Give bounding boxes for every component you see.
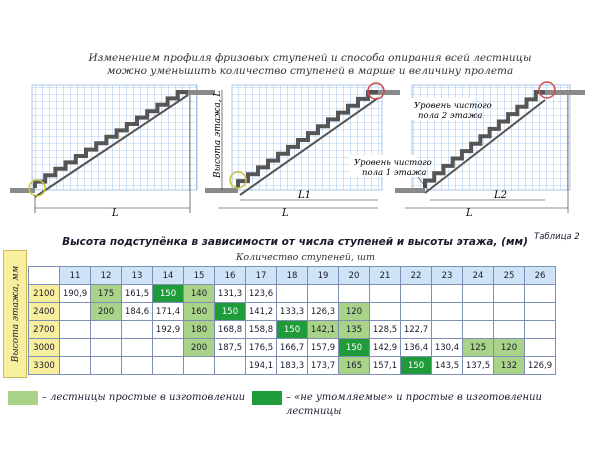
table-cell: 120 (494, 339, 525, 357)
table-cell (463, 321, 494, 339)
table-row (29, 357, 556, 375)
table-cell: 200 (184, 339, 215, 357)
table-cell (370, 303, 401, 321)
table-cell: 137,5 (463, 357, 494, 375)
table-cell: 176,5 (246, 339, 277, 357)
table-cell: 166,7 (277, 339, 308, 357)
table-cell (60, 339, 91, 357)
table-cell (153, 339, 184, 357)
column-header: 22 (401, 267, 432, 285)
flight-label-1: L1 (298, 190, 312, 201)
table-cell (494, 321, 525, 339)
table-cell: 150 (153, 285, 184, 303)
span-label-2: L (282, 208, 289, 219)
table-cell (91, 339, 122, 357)
table-cell: 142,9 (370, 339, 401, 357)
row-header: 3300 (29, 357, 60, 375)
table-cell: 126,3 (308, 303, 339, 321)
table-title: Высота подступёнка в зависимости от числа ступеней и высоты этажа, (мм) (62, 236, 528, 248)
floor2-label-line1: Уровень чистого (414, 101, 492, 111)
row-header: 2100 (29, 285, 60, 303)
table-cell (463, 285, 494, 303)
height-label: Высота этажа, L (213, 90, 223, 178)
table-cell (463, 303, 494, 321)
table-cell (525, 285, 556, 303)
table-cell (370, 285, 401, 303)
table-cell: 140 (184, 285, 215, 303)
table-cell (525, 321, 556, 339)
column-header: 25 (494, 267, 525, 285)
column-header: 12 (91, 267, 122, 285)
table-cell: 192,9 (153, 321, 184, 339)
table-cell: 187,5 (215, 339, 246, 357)
table-cell: 142,1 (308, 321, 339, 339)
column-header: 14 (153, 267, 184, 285)
caption-line-1: Изменением профиля фризовых ступеней и способа опирания всей лестницы (88, 52, 532, 64)
column-header: 16 (215, 267, 246, 285)
stair-diagram-2 (205, 83, 400, 219)
column-header: 23 (432, 267, 463, 285)
table-cell (525, 339, 556, 357)
table-cell: 133,3 (277, 303, 308, 321)
table-cell (432, 321, 463, 339)
table-cell: 120 (339, 303, 370, 321)
table-cell (432, 303, 463, 321)
row-axis-title: Высота этажа, мм (11, 265, 21, 363)
table-cell (401, 285, 432, 303)
table-cell: 150 (277, 321, 308, 339)
table-cell: 126,9 (525, 357, 556, 375)
table-cell (277, 285, 308, 303)
table-cell (153, 357, 184, 375)
table-cell: 200 (91, 303, 122, 321)
table-cell (525, 303, 556, 321)
table-cell (339, 285, 370, 303)
table-cell: 184,6 (122, 303, 153, 321)
table-cell (308, 285, 339, 303)
stair-diagram-3 (350, 82, 585, 219)
table-cell: 175 (91, 285, 122, 303)
table-cell: 157,9 (308, 339, 339, 357)
column-header: 17 (246, 267, 277, 285)
table-cell (184, 357, 215, 375)
floor1-label-line2: пола 1 этажа (362, 168, 427, 178)
legend-swatch-dark (252, 391, 282, 405)
table-cell: 135 (339, 321, 370, 339)
column-header: 19 (308, 267, 339, 285)
table-cell: 136,4 (401, 339, 432, 357)
caption-line-2: можно уменьшить количество ступеней в марше и величину пролета (106, 65, 514, 77)
column-header: 26 (525, 267, 556, 285)
row-header: 2400 (29, 303, 60, 321)
row-header: 3000 (29, 339, 60, 357)
table-cell (494, 285, 525, 303)
span-label-1: L (112, 208, 119, 219)
table-cell: 168,8 (215, 321, 246, 339)
table-number: Таблица 2 (534, 232, 580, 242)
table-cell (91, 321, 122, 339)
table-cell: 180 (184, 321, 215, 339)
column-header: 11 (60, 267, 91, 285)
table-cell (215, 357, 246, 375)
table-row (29, 303, 556, 321)
table-cell: 158,8 (246, 321, 277, 339)
table-row (29, 285, 556, 303)
table-cell (122, 339, 153, 357)
columns-title: Количество ступеней, шт (236, 252, 375, 263)
flight-label-2: L2 (494, 190, 508, 201)
column-header: 24 (463, 267, 494, 285)
column-header: 21 (370, 267, 401, 285)
legend-text-light: – лестницы простые в изготовлении (42, 392, 246, 403)
table-cell: 143,5 (432, 357, 463, 375)
table-row (29, 321, 556, 339)
floor2-label-line2: пола 2 этажа (418, 111, 483, 121)
table-corner (29, 267, 60, 285)
table-cell (122, 357, 153, 375)
table-cell: 183,3 (277, 357, 308, 375)
column-header: 20 (339, 267, 370, 285)
table-cell: 131,3 (215, 285, 246, 303)
table-cell: 150 (401, 357, 432, 375)
column-header: 13 (122, 267, 153, 285)
legend-swatch-light (8, 391, 38, 405)
span-label-3: L (466, 208, 473, 219)
table-cell: 160 (184, 303, 215, 321)
table-cell: 125 (463, 339, 494, 357)
table-cell: 171,4 (153, 303, 184, 321)
table-cell (122, 321, 153, 339)
table-cell (60, 357, 91, 375)
floor1-label-line1: Уровень чистого (354, 158, 432, 168)
table-cell (91, 357, 122, 375)
table-cell: 161,5 (122, 285, 153, 303)
table-cell (432, 285, 463, 303)
table-cell: 122,7 (401, 321, 432, 339)
table-cell: 150 (339, 339, 370, 357)
table-cell: 128,5 (370, 321, 401, 339)
data-table (28, 266, 556, 375)
table-cell: 123,6 (246, 285, 277, 303)
table-cell: 150 (215, 303, 246, 321)
table-cell: 194,1 (246, 357, 277, 375)
riser-height-table (3, 250, 583, 378)
stair-diagram-1 (10, 85, 215, 219)
stair-diagrams (0, 80, 600, 230)
column-header: 15 (184, 267, 215, 285)
row-header: 2700 (29, 321, 60, 339)
legend-text-dark: – «не утомляемые» и простые в изготовлении лестницы (286, 392, 542, 417)
table-cell (60, 321, 91, 339)
table-cell: 132 (494, 357, 525, 375)
row-axis-box (3, 250, 27, 378)
table-row (29, 339, 556, 357)
table-cell: 173,7 (308, 357, 339, 375)
table-cell: 165 (339, 357, 370, 375)
table-cell: 130,4 (432, 339, 463, 357)
table-cell: 190,9 (60, 285, 91, 303)
table-cell (494, 303, 525, 321)
column-header: 18 (277, 267, 308, 285)
table-cell: 141,2 (246, 303, 277, 321)
table-cell (60, 303, 91, 321)
table-cell: 157,1 (370, 357, 401, 375)
table-cell (401, 303, 432, 321)
